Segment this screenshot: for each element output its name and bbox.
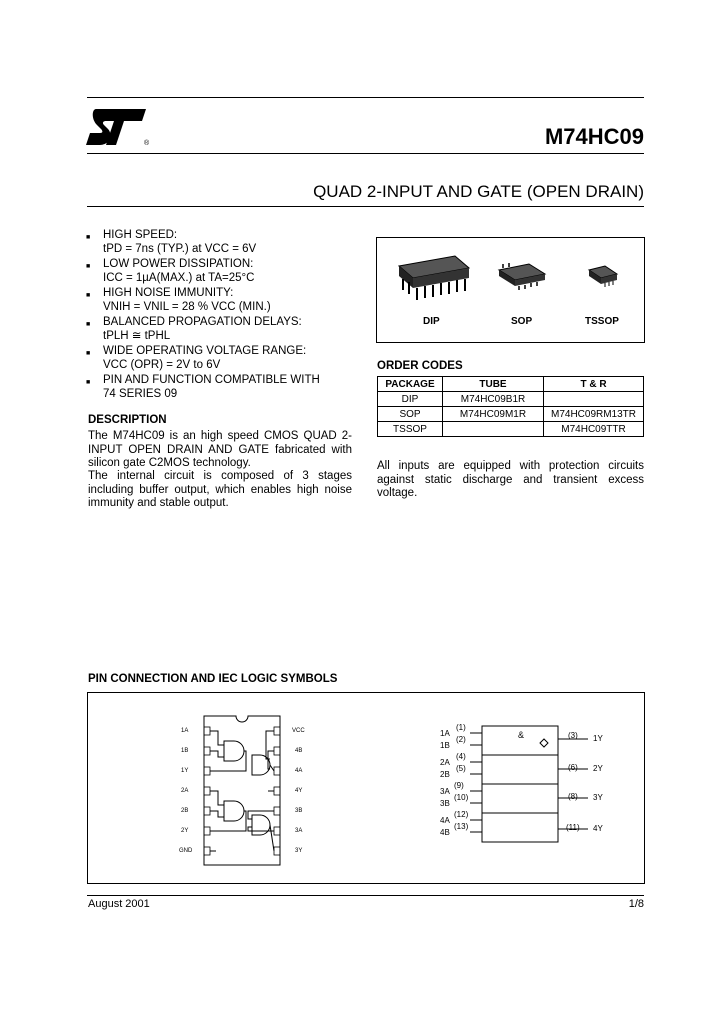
package-label-sop: SOP: [511, 316, 533, 327]
iec-input-pin: (10): [454, 793, 469, 802]
feature-item: [88, 344, 358, 373]
sop-package-image: [499, 263, 545, 290]
feature-heading: HIGH SPEED:: [103, 229, 178, 241]
pin-diagrams: [88, 693, 644, 883]
feature-item: [88, 373, 358, 402]
feature-detail: VNIH = VNIL = 28 % VCC (MIN.): [103, 301, 271, 313]
order-codes-table: [377, 376, 644, 437]
iec-output-pin: (6): [568, 763, 578, 772]
feature-heading: HIGH NOISE IMMUNITY:: [103, 287, 234, 299]
description-p1: The M74HC09 is an high speed CMOS QUAD 2-INPUT OPEN DRAIN AND GATE fabricated with silicon gate C2MOS technology.: [88, 430, 352, 469]
bullet-icon: ■: [86, 350, 91, 357]
feature-heading: WIDE OPERATING VOLTAGE RANGE:: [103, 345, 307, 357]
bullet-icon: ■: [86, 292, 91, 299]
feature-item: [88, 315, 358, 344]
table-row: [378, 422, 644, 437]
part-number: M74HC09: [544, 124, 644, 149]
table-cell: M74HC09B1R: [443, 392, 544, 407]
iec-input-pin: (9): [454, 781, 464, 790]
table-cell: M74HC09RM13TR: [544, 407, 644, 422]
inputs-protection-note: All inputs are equipped with protection circuits against static discharge and transient excess voltage.: [377, 460, 644, 499]
feature-detail: VCC (OPR) = 2V to 6V: [103, 359, 221, 371]
svg-text:®: ®: [144, 140, 150, 147]
table-cell: DIP: [378, 392, 443, 407]
feature-detail: ICC = 1µA(MAX.) at TA=25°C: [103, 272, 255, 284]
table-cell: [544, 392, 644, 407]
iec-input-pin: (13): [454, 822, 469, 831]
iec-input-label: 2A: [440, 758, 450, 767]
iec-output-pin: (3): [568, 731, 578, 740]
pin-label: 4B: [295, 748, 303, 754]
iec-input-label: 4B: [440, 828, 450, 837]
iec-and-symbol: &: [518, 730, 525, 740]
table-cell: M74HC09M1R: [443, 407, 544, 422]
pin-label: 2A: [181, 788, 189, 794]
iec-output-pin: (11): [566, 823, 580, 832]
iec-input-label: 1B: [440, 741, 450, 750]
dip-package-image: [399, 256, 469, 300]
feature-heading: BALANCED PROPAGATION DELAYS:: [103, 316, 302, 328]
footer-date: August 2001: [88, 898, 150, 910]
title-rule: [87, 153, 644, 154]
description-p2: The internal circuit is composed of 3 stages including buffer output, which enables high noise immunity and stable output.: [88, 470, 352, 509]
table-header-row: [378, 377, 644, 392]
description-heading: DESCRIPTION: [88, 414, 167, 426]
iec-input-label: 2B: [440, 770, 450, 779]
table-cell: M74HC09TTR: [544, 422, 644, 437]
table-row: [378, 392, 644, 407]
bullet-icon: ■: [86, 234, 91, 241]
feature-heading: LOW POWER DISSIPATION:: [103, 258, 254, 270]
pin-label: 1B: [181, 748, 189, 754]
feature-item: [88, 286, 358, 315]
st-logo: [86, 107, 154, 152]
bullet-icon: ■: [86, 379, 91, 386]
pin-label: 3Y: [295, 848, 303, 854]
pin-label: 2B: [181, 808, 189, 814]
pin-connection-box: [87, 692, 645, 884]
iec-input-pin: (12): [454, 810, 469, 819]
iec-input-pin: (4): [456, 752, 466, 761]
order-codes-heading: ORDER CODES: [377, 360, 463, 372]
feature-item: [88, 257, 358, 286]
table-cell: SOP: [378, 407, 443, 422]
pin-section-heading: PIN CONNECTION AND IEC LOGIC SYMBOLS: [88, 673, 338, 685]
iec-input-label: 4A: [440, 816, 450, 825]
tssop-package-image: [589, 266, 617, 287]
subtitle-rule: [87, 206, 644, 207]
footer-page: 1/8: [628, 898, 644, 910]
pin-label: 3A: [295, 828, 303, 834]
feature-list: [88, 228, 358, 402]
feature-detail: tPLH ≅ tPHL: [103, 330, 171, 342]
bullet-icon: ■: [86, 263, 91, 270]
table-cell: TSSOP: [378, 422, 443, 437]
feature-detail: tPD = 7ns (TYP.) at VCC = 6V: [103, 243, 257, 255]
footer-rule: [87, 895, 644, 896]
pin-label: 1Y: [181, 768, 189, 774]
iec-output-pin: (8): [568, 792, 578, 801]
iec-input-label: 3A: [440, 787, 450, 796]
pin-label: 3B: [295, 808, 303, 814]
package-label-tssop: TSSOP: [585, 316, 619, 327]
column-header: PACKAGE: [378, 377, 443, 392]
package-label-dip: DIP: [423, 316, 440, 327]
pin-label: 4Y: [295, 788, 303, 794]
iec-input-label: 1A: [440, 729, 450, 738]
iec-output-label: 3Y: [593, 793, 603, 802]
package-images-box: [376, 237, 645, 343]
iec-input-pin: (2): [456, 735, 466, 744]
pin-label: 4A: [295, 768, 303, 774]
iec-input-pin: (1): [456, 723, 466, 732]
column-header: TUBE: [443, 377, 544, 392]
iec-input-pin: (5): [456, 764, 466, 773]
iec-output-label: 4Y: [593, 824, 603, 833]
subtitle: QUAD 2-INPUT AND GATE (OPEN DRAIN): [313, 182, 644, 201]
top-rule: [87, 97, 644, 98]
table-cell: [443, 422, 544, 437]
feature-heading: PIN AND FUNCTION COMPATIBLE WITH: [103, 374, 320, 386]
bullet-icon: ■: [86, 321, 91, 328]
pin-label: 1A: [181, 728, 189, 734]
feature-item: [88, 228, 358, 257]
pin-label: GND: [179, 848, 193, 854]
table-row: [378, 407, 644, 422]
feature-detail: 74 SERIES 09: [103, 388, 178, 400]
column-header: T & R: [544, 377, 644, 392]
iec-output-label: 2Y: [593, 764, 603, 773]
pin-label: 2Y: [181, 828, 189, 834]
pin-label: VCC: [292, 728, 305, 734]
iec-input-label: 3B: [440, 799, 450, 808]
iec-output-label: 1Y: [593, 734, 603, 743]
